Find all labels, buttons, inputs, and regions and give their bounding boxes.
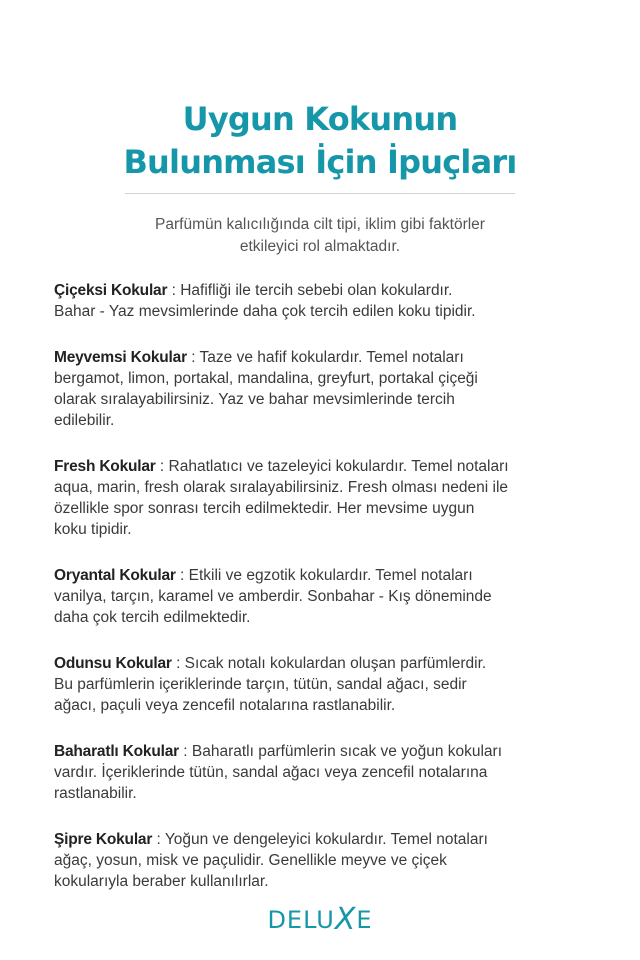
section-first-line <box>54 653 604 674</box>
section-line: rastlanabilir. <box>54 785 137 802</box>
section-ciceksi <box>54 280 604 322</box>
section-name: Fresh Kokular <box>54 458 156 475</box>
section-first-line <box>54 280 604 301</box>
intro-line-2: etkileyici rol almaktadır. <box>239 238 401 255</box>
section-name: Oryantal Kokular <box>54 567 176 584</box>
intro-text <box>0 214 640 258</box>
section-line: bergamot, limon, portakal, mandalina, greyfurt, portakal çiçeği <box>54 370 478 387</box>
section-fresh <box>54 456 604 540</box>
logo-x: X <box>334 902 357 937</box>
section-odunsu <box>54 653 604 716</box>
section-name: Baharatlı Kokular <box>54 743 179 760</box>
section-line: Bu parfümlerin içeriklerinde tarçın, tütün, sandal ağacı, sedir <box>54 676 467 693</box>
section-first-line <box>54 565 604 586</box>
section-description: : Hafifliği ile tercih sebebi olan kokulardır. <box>167 282 453 299</box>
section-description: : Rahatlatıcı ve tazeleyici kokulardır. Temel notaları <box>155 458 509 475</box>
section-line: ağaç, yosun, misk ve paçulidir. Genellikle meyve ve çiçek <box>54 852 447 869</box>
section-first-line <box>54 829 604 850</box>
section-name: Şipre Kokular <box>54 831 153 848</box>
section-description: : Baharatlı parfümlerin sıcak ve yoğun kokuları <box>178 743 503 760</box>
section-name: Çiçeksi Kokular <box>54 282 168 299</box>
section-meyvemsi <box>54 347 604 431</box>
section-first-line <box>54 347 604 368</box>
page-title <box>0 98 640 184</box>
section-sipre <box>54 829 604 892</box>
section-line: kokularıyla beraber kullanılırlar. <box>54 873 269 890</box>
section-line: vardır. İçeriklerinde tütün, sandal ağacı veya zencefil notalarına <box>54 764 488 781</box>
title-divider <box>125 193 515 194</box>
section-name: Meyvemsi Kokular <box>54 349 187 366</box>
section-name: Odunsu Kokular <box>54 655 172 672</box>
section-description: : Taze ve hafif kokulardır. Temel notaları <box>186 349 464 366</box>
logo-prefix: DELU <box>267 906 335 934</box>
intro-line-1: Parfümün kalıcılığında cilt tipi, iklim gibi faktörler <box>155 216 485 233</box>
section-line: aqua, marin, fresh olarak sıralayabilirsiniz. Fresh olması nedeni ile <box>54 479 509 496</box>
section-description: : Yoğun ve dengeleyici kokulardır. Temel notaları <box>152 831 488 848</box>
section-baharatli <box>54 741 604 804</box>
section-description: : Sıcak notalı kokulardan oluşan parfümlerdir. <box>171 655 487 672</box>
section-description: : Etkili ve egzotik kokulardır. Temel notaları <box>175 567 473 584</box>
section-line: edilebilir. <box>54 412 115 429</box>
section-line: daha çok tercih edilmektedir. <box>54 609 251 626</box>
section-line: ağacı, paçuli veya zencefil notalarına rastlanabilir. <box>54 697 396 714</box>
section-line: Bahar - Yaz mevsimlerinde daha çok tercih edilen koku tipidir. <box>54 303 476 320</box>
section-line: olarak sıralayabilirsiniz. Yaz ve bahar mevsimlerinde tercih <box>54 391 455 408</box>
title-line-2: Bulunması İçin İpuçları <box>123 143 517 181</box>
section-line: özellikle spor sonrası tercih edilmektedir. Her mevsime uygun <box>54 500 475 517</box>
section-first-line <box>54 741 604 762</box>
logo-suffix: E <box>356 906 373 934</box>
section-oryantal <box>54 565 604 628</box>
section-line: koku tipidir. <box>54 521 132 538</box>
brand-logo <box>0 902 640 937</box>
section-line: vanilya, tarçın, karamel ve amberdir. Sonbahar - Kış döneminde <box>54 588 492 605</box>
title-line-1: Uygun Kokunun <box>182 100 458 138</box>
fragrance-types-list <box>54 280 604 917</box>
section-first-line <box>54 456 604 477</box>
